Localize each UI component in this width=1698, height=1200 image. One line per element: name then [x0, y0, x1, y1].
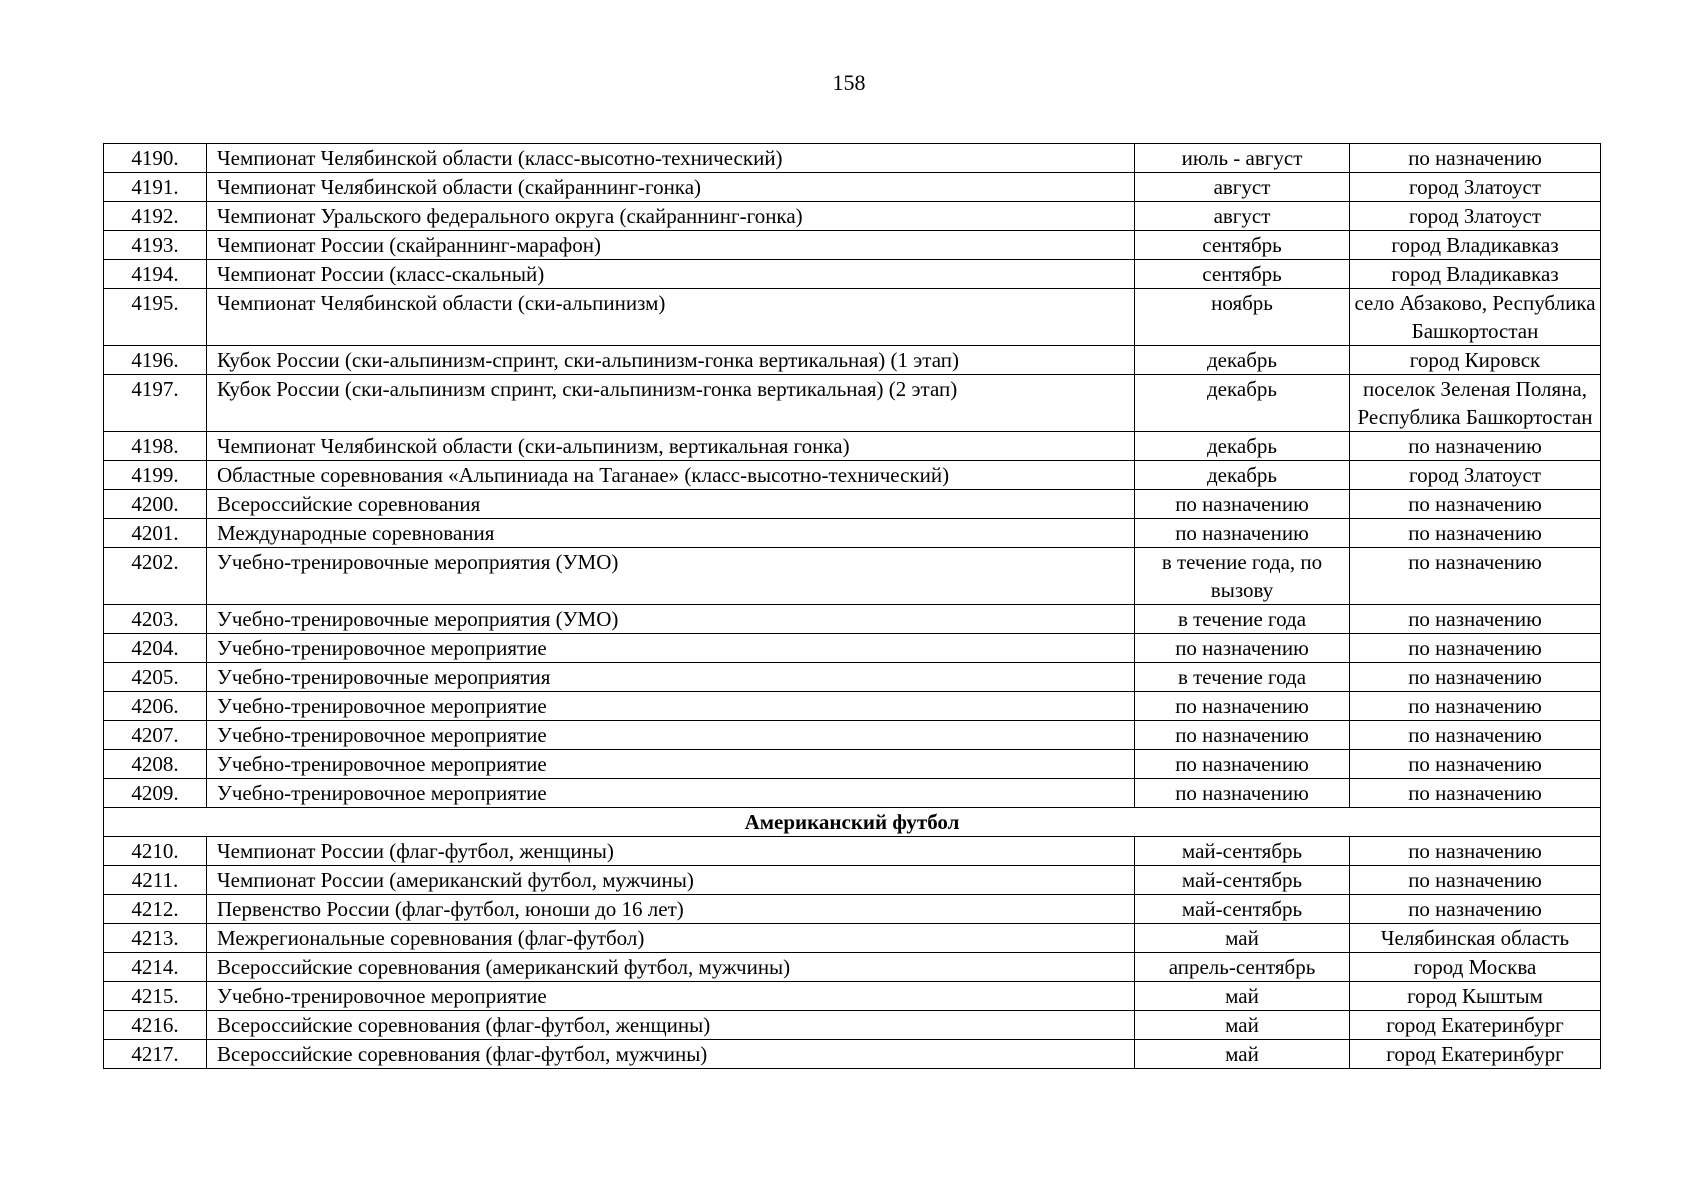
- table-row: [104, 1011, 1601, 1040]
- row-number-cell: 4214.: [104, 953, 207, 982]
- row-number-cell: 4206.: [104, 692, 207, 721]
- event-date-cell: июль - август: [1135, 144, 1350, 173]
- event-name-cell: Кубок России (ски-альпинизм спринт, ски-альпинизм-гонка вертикальная) (2 этап): [207, 375, 1135, 432]
- event-name-cell: Учебно-тренировочное мероприятие: [207, 721, 1135, 750]
- event-date-cell: май: [1135, 924, 1350, 953]
- event-place-cell: город Екатеринбург: [1350, 1040, 1601, 1069]
- event-name-cell: Учебно-тренировочное мероприятие: [207, 692, 1135, 721]
- event-name-cell: Учебно-тренировочное мероприятие: [207, 982, 1135, 1011]
- event-place-cell: Челябинская область: [1350, 924, 1601, 953]
- event-place-cell: по назначению: [1350, 721, 1601, 750]
- event-date-cell: май-сентябрь: [1135, 866, 1350, 895]
- row-number-cell: 4217.: [104, 1040, 207, 1069]
- event-date-cell: по назначению: [1135, 490, 1350, 519]
- event-place-cell: по назначению: [1350, 779, 1601, 808]
- event-date-cell: апрель-сентябрь: [1135, 953, 1350, 982]
- row-number-cell: 4191.: [104, 173, 207, 202]
- row-number-cell: 4201.: [104, 519, 207, 548]
- event-name-cell: Всероссийские соревнования: [207, 490, 1135, 519]
- event-date-cell: по назначению: [1135, 779, 1350, 808]
- event-place-cell: по назначению: [1350, 548, 1601, 605]
- event-name-cell: Всероссийские соревнования (флаг-футбол, женщины): [207, 1011, 1135, 1040]
- table-row: [104, 692, 1601, 721]
- event-date-cell: декабрь: [1135, 461, 1350, 490]
- event-name-cell: Областные соревнования «Альпиниада на Таганае» (класс-высотно-технический): [207, 461, 1135, 490]
- event-date-cell: по назначению: [1135, 692, 1350, 721]
- table-row: [104, 289, 1601, 346]
- table-row: [104, 144, 1601, 173]
- event-name-cell: Чемпионат Челябинской области (скайраннинг-гонка): [207, 173, 1135, 202]
- table-row: [104, 173, 1601, 202]
- event-name-cell: Учебно-тренировочные мероприятия (УМО): [207, 605, 1135, 634]
- row-number-cell: 4207.: [104, 721, 207, 750]
- events-table: [103, 143, 1601, 1069]
- row-number-cell: 4202.: [104, 548, 207, 605]
- event-name-cell: Чемпионат России (класс-скальный): [207, 260, 1135, 289]
- event-name-cell: Учебно-тренировочные мероприятия: [207, 663, 1135, 692]
- table-row: [104, 953, 1601, 982]
- event-place-cell: по назначению: [1350, 837, 1601, 866]
- event-place-cell: город Владикавказ: [1350, 231, 1601, 260]
- row-number-cell: 4215.: [104, 982, 207, 1011]
- event-name-cell: Всероссийские соревнования (американский футбол, мужчины): [207, 953, 1135, 982]
- table-row: [104, 663, 1601, 692]
- event-place-cell: город Екатеринбург: [1350, 1011, 1601, 1040]
- table-row: [104, 461, 1601, 490]
- table-row: [104, 750, 1601, 779]
- row-number-cell: 4195.: [104, 289, 207, 346]
- table-row: [104, 721, 1601, 750]
- event-name-cell: Международные соревнования: [207, 519, 1135, 548]
- event-place-cell: по назначению: [1350, 895, 1601, 924]
- event-date-cell: май: [1135, 1011, 1350, 1040]
- event-date-cell: в течение года: [1135, 605, 1350, 634]
- event-date-cell: по назначению: [1135, 721, 1350, 750]
- event-name-cell: Чемпионат России (американский футбол, мужчины): [207, 866, 1135, 895]
- row-number-cell: 4213.: [104, 924, 207, 953]
- event-name-cell: Чемпионат Челябинской области (ски-альпинизм, вертикальная гонка): [207, 432, 1135, 461]
- event-place-cell: село Абзаково, Республика Башкортостан: [1350, 289, 1601, 346]
- event-name-cell: Чемпионат России (флаг-футбол, женщины): [207, 837, 1135, 866]
- row-number-cell: 4198.: [104, 432, 207, 461]
- section-title: Американский футбол: [104, 808, 1601, 837]
- event-name-cell: Чемпионат России (скайраннинг-марафон): [207, 231, 1135, 260]
- table-row: [104, 432, 1601, 461]
- row-number-cell: 4211.: [104, 866, 207, 895]
- event-place-cell: город Златоуст: [1350, 173, 1601, 202]
- event-place-cell: по назначению: [1350, 663, 1601, 692]
- event-place-cell: поселок Зеленая Поляна, Республика Башкортостан: [1350, 375, 1601, 432]
- row-number-cell: 4199.: [104, 461, 207, 490]
- event-date-cell: в течение года, по вызову: [1135, 548, 1350, 605]
- row-number-cell: 4210.: [104, 837, 207, 866]
- event-place-cell: по назначению: [1350, 605, 1601, 634]
- event-date-cell: сентябрь: [1135, 260, 1350, 289]
- event-date-cell: август: [1135, 173, 1350, 202]
- row-number-cell: 4190.: [104, 144, 207, 173]
- table-row: [104, 548, 1601, 605]
- table-row: [104, 519, 1601, 548]
- event-date-cell: ноябрь: [1135, 289, 1350, 346]
- row-number-cell: 4194.: [104, 260, 207, 289]
- event-date-cell: декабрь: [1135, 432, 1350, 461]
- event-date-cell: декабрь: [1135, 375, 1350, 432]
- row-number-cell: 4216.: [104, 1011, 207, 1040]
- event-date-cell: в течение года: [1135, 663, 1350, 692]
- table-row: [104, 490, 1601, 519]
- event-date-cell: август: [1135, 202, 1350, 231]
- event-name-cell: Учебно-тренировочное мероприятие: [207, 779, 1135, 808]
- event-place-cell: по назначению: [1350, 519, 1601, 548]
- table-row: [104, 231, 1601, 260]
- row-number-cell: 4208.: [104, 750, 207, 779]
- row-number-cell: 4197.: [104, 375, 207, 432]
- table-row: [104, 924, 1601, 953]
- event-place-cell: город Златоуст: [1350, 202, 1601, 231]
- event-place-cell: по назначению: [1350, 866, 1601, 895]
- row-number-cell: 4196.: [104, 346, 207, 375]
- event-place-cell: город Златоуст: [1350, 461, 1601, 490]
- event-date-cell: по назначению: [1135, 750, 1350, 779]
- event-place-cell: город Кировск: [1350, 346, 1601, 375]
- table-row: [104, 837, 1601, 866]
- row-number-cell: 4204.: [104, 634, 207, 663]
- table-row: [104, 895, 1601, 924]
- row-number-cell: 4193.: [104, 231, 207, 260]
- event-name-cell: Всероссийские соревнования (флаг-футбол, мужчины): [207, 1040, 1135, 1069]
- event-date-cell: май: [1135, 1040, 1350, 1069]
- event-name-cell: Кубок России (ски-альпинизм-спринт, ски-альпинизм-гонка вертикальная) (1 этап): [207, 346, 1135, 375]
- event-date-cell: декабрь: [1135, 346, 1350, 375]
- event-place-cell: по назначению: [1350, 490, 1601, 519]
- table-row: [104, 375, 1601, 432]
- event-date-cell: май-сентябрь: [1135, 837, 1350, 866]
- event-name-cell: Межрегиональные соревнования (флаг-футбол): [207, 924, 1135, 953]
- event-place-cell: город Москва: [1350, 953, 1601, 982]
- event-name-cell: Учебно-тренировочные мероприятия (УМО): [207, 548, 1135, 605]
- event-date-cell: май-сентябрь: [1135, 895, 1350, 924]
- event-place-cell: город Кыштым: [1350, 982, 1601, 1011]
- event-place-cell: по назначению: [1350, 432, 1601, 461]
- event-name-cell: Первенство России (флаг-футбол, юноши до 16 лет): [207, 895, 1135, 924]
- table-row: [104, 346, 1601, 375]
- event-place-cell: по назначению: [1350, 144, 1601, 173]
- event-date-cell: по назначению: [1135, 634, 1350, 663]
- table-row: [104, 779, 1601, 808]
- table-row: [104, 605, 1601, 634]
- table-row: [104, 982, 1601, 1011]
- table-row: [104, 1040, 1601, 1069]
- row-number-cell: 4205.: [104, 663, 207, 692]
- event-date-cell: по назначению: [1135, 519, 1350, 548]
- event-date-cell: сентябрь: [1135, 231, 1350, 260]
- event-place-cell: по назначению: [1350, 692, 1601, 721]
- row-number-cell: 4192.: [104, 202, 207, 231]
- event-place-cell: город Владикавказ: [1350, 260, 1601, 289]
- event-place-cell: по назначению: [1350, 750, 1601, 779]
- table-row: [104, 866, 1601, 895]
- page-number: 158: [832, 70, 866, 95]
- event-name-cell: Чемпионат Уральского федерального округа (скайраннинг-гонка): [207, 202, 1135, 231]
- event-name-cell: Учебно-тренировочное мероприятие: [207, 750, 1135, 779]
- row-number-cell: 4203.: [104, 605, 207, 634]
- event-name-cell: Чемпионат Челябинской области (класс-высотно-технический): [207, 144, 1135, 173]
- events-table-body: [104, 144, 1601, 1069]
- event-place-cell: по назначению: [1350, 634, 1601, 663]
- table-row: [104, 634, 1601, 663]
- table-row: [104, 260, 1601, 289]
- event-name-cell: Чемпионат Челябинской области (ски-альпинизм): [207, 289, 1135, 346]
- row-number-cell: 4212.: [104, 895, 207, 924]
- event-date-cell: май: [1135, 982, 1350, 1011]
- section-header-row: [104, 808, 1601, 837]
- row-number-cell: 4209.: [104, 779, 207, 808]
- event-name-cell: Учебно-тренировочное мероприятие: [207, 634, 1135, 663]
- table-row: [104, 202, 1601, 231]
- row-number-cell: 4200.: [104, 490, 207, 519]
